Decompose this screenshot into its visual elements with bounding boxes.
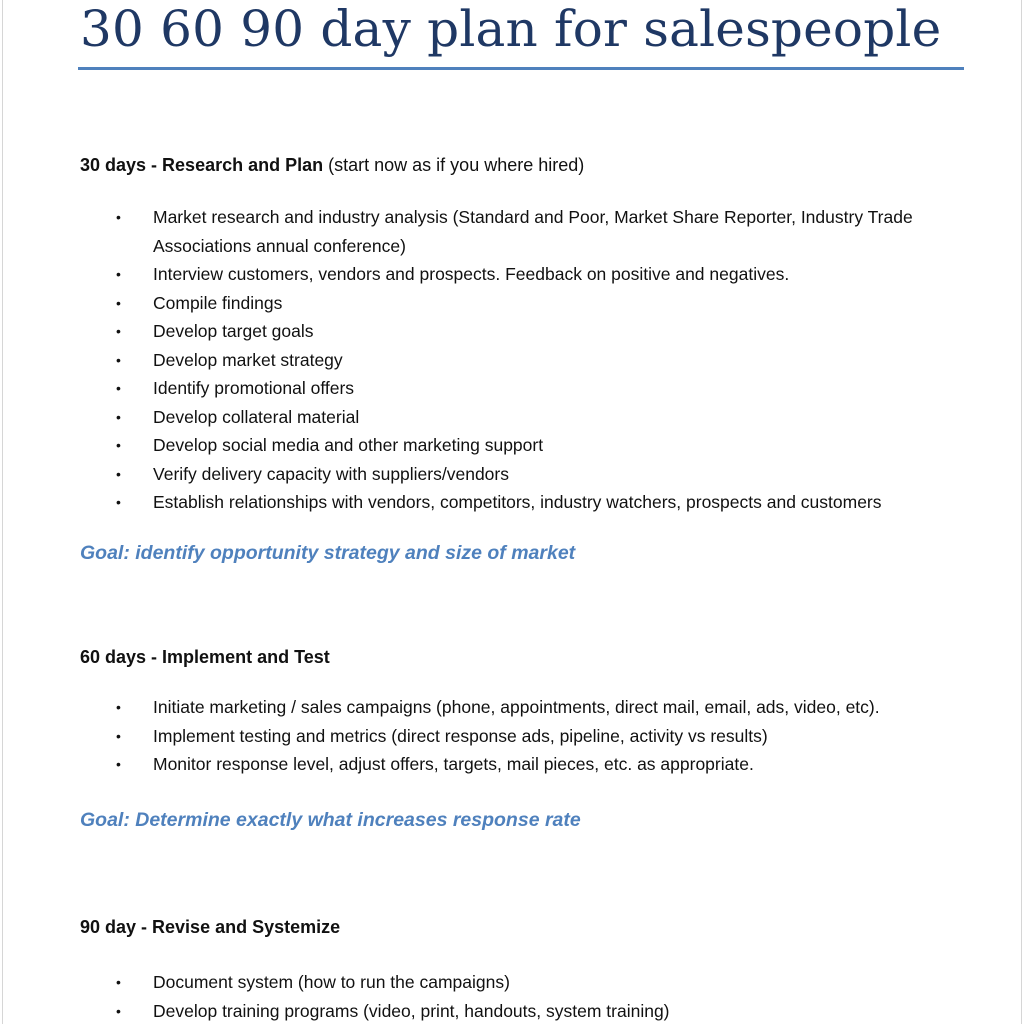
list-item — [80, 260, 963, 289]
section-30-days — [80, 153, 980, 517]
bullet-icon: • — [116, 209, 121, 225]
bullet-icon: • — [116, 727, 121, 744]
list-item-text: Interview customers, vendors and prospects. Feedback on positive and negatives. — [153, 264, 790, 284]
list-item — [80, 203, 963, 260]
list-item-text: Develop target goals — [153, 321, 314, 341]
task-list — [80, 203, 980, 517]
bullet-icon: • — [116, 351, 121, 368]
list-item-text: Develop market strategy — [153, 349, 343, 370]
list-item-text: Compile findings — [153, 292, 283, 313]
list-item-text: Initiate marketing / sales campaigns (phone, appointments, direct mail, email, ads, video, etc). — [153, 697, 880, 717]
list-item-text: Implement testing and metrics (direct response ads, pipeline, activity vs results) — [153, 725, 768, 746]
section-heading-note: (start now as if you where hired) — [328, 155, 585, 175]
bullet-icon: • — [116, 494, 121, 510]
section-heading — [80, 915, 980, 939]
list-item — [80, 722, 963, 751]
bullet-icon: • — [116, 1002, 121, 1019]
bullet-icon: • — [116, 756, 121, 772]
list-item — [80, 403, 963, 432]
list-item-text: Identify promotional offers — [153, 378, 355, 398]
section-heading — [80, 153, 980, 177]
list-item-text: Monitor response level, adjust offers, targets, mail pieces, etc. as appropriate. — [153, 754, 754, 774]
list-item — [80, 460, 963, 489]
list-item-text: Develop training programs (video, print, handouts, system training) — [153, 1000, 670, 1021]
list-item — [80, 317, 963, 346]
list-item — [80, 693, 963, 722]
list-item — [80, 346, 963, 375]
list-item — [80, 488, 963, 517]
page-title: 30 60 90 day plan for salespeople — [80, 0, 942, 58]
list-item-text: Market research and industry analysis (Standard and Poor, Market Share Reporter, Industry Trade Associations annual conference) — [153, 207, 913, 256]
bullet-icon: • — [116, 408, 121, 425]
section-90-day — [80, 915, 980, 1024]
section-heading-title: 90 day - Revise and Systemize — [80, 917, 341, 937]
list-item — [80, 968, 963, 997]
list-item — [80, 750, 963, 779]
bullet-icon: • — [116, 323, 121, 339]
section-heading — [80, 645, 980, 669]
list-item-text: Verify delivery capacity with suppliers/vendors — [153, 463, 509, 484]
bullet-icon: • — [116, 266, 121, 282]
section-heading-title: 60 days - Implement and Test — [80, 647, 330, 667]
list-item — [80, 289, 963, 318]
list-item-text: Develop collateral material — [153, 406, 360, 427]
list-item-text: Develop social media and other marketing support — [153, 435, 544, 455]
list-item-text: Establish relationships with vendors, competitors, industry watchers, prospects and customers — [153, 492, 882, 512]
goal-statement: Goal: Determine exactly what increases response rate — [80, 809, 581, 831]
bullet-icon: • — [116, 380, 121, 396]
bullet-icon: • — [116, 294, 121, 311]
list-item-text: Document system (how to run the campaigns) — [153, 972, 510, 992]
task-list — [80, 968, 980, 1024]
goal-statement: Goal: identify opportunity strategy and size of market — [80, 542, 576, 564]
list-item — [80, 374, 963, 403]
list-item — [80, 431, 963, 460]
list-item — [80, 997, 963, 1024]
bullet-icon: • — [116, 437, 121, 453]
bullet-icon: • — [116, 465, 121, 482]
section-heading-title: 30 days - Research and Plan — [80, 155, 324, 175]
bullet-icon: • — [116, 974, 121, 990]
task-list — [80, 693, 980, 779]
bullet-icon: • — [116, 699, 121, 715]
section-60-days — [80, 645, 980, 779]
title-underline — [78, 67, 964, 70]
